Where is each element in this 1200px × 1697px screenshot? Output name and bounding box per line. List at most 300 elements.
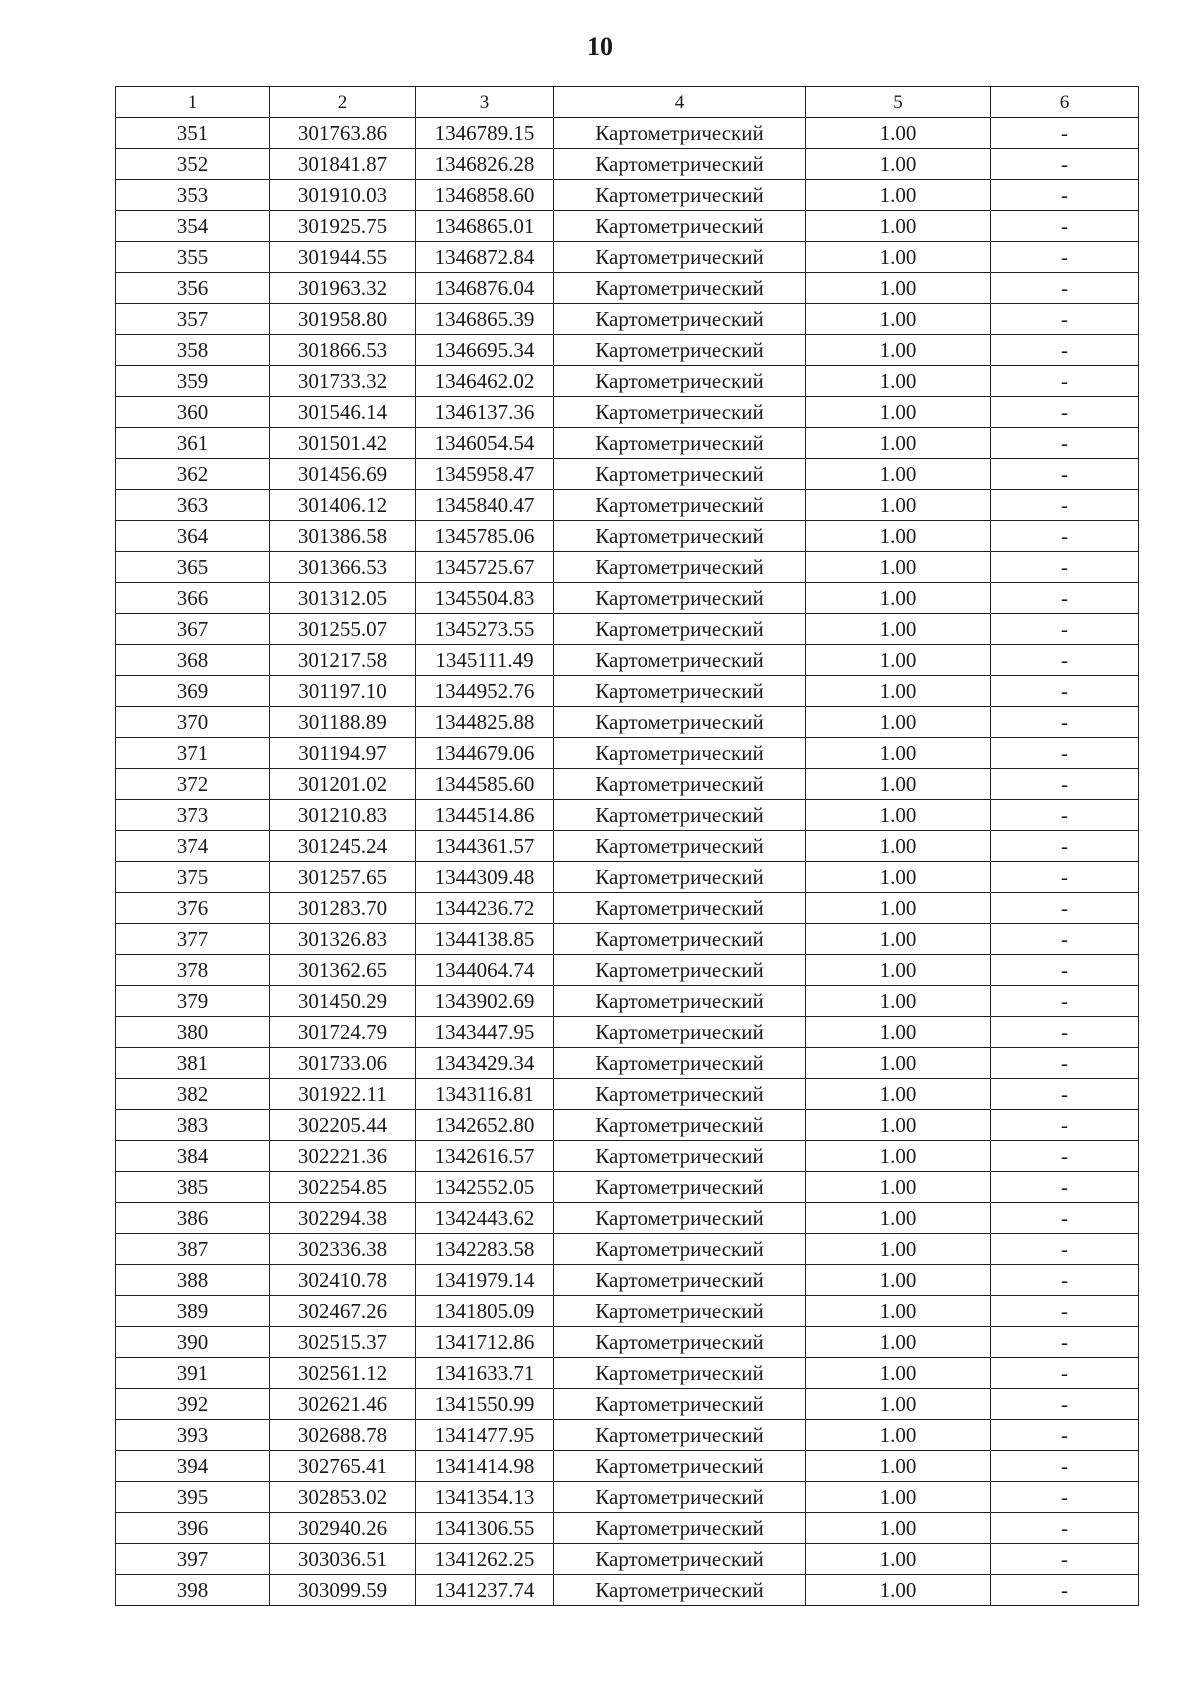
- point-number-cell: 372: [116, 769, 270, 800]
- y-coordinate-cell: 1346054.54: [416, 428, 554, 459]
- note-cell: -: [991, 273, 1139, 304]
- accuracy-cell: 1.00: [806, 1203, 991, 1234]
- y-coordinate-cell: 1346858.60: [416, 180, 554, 211]
- x-coordinate-cell: 301733.06: [270, 1048, 416, 1079]
- y-coordinate-cell: 1341262.25: [416, 1544, 554, 1575]
- note-cell: -: [991, 366, 1139, 397]
- table-row: [116, 1265, 1139, 1296]
- note-cell: -: [991, 831, 1139, 862]
- accuracy-cell: 1.00: [806, 118, 991, 149]
- note-cell: -: [991, 1575, 1139, 1606]
- accuracy-cell: 1.00: [806, 366, 991, 397]
- y-coordinate-cell: 1344585.60: [416, 769, 554, 800]
- accuracy-cell: 1.00: [806, 149, 991, 180]
- table-row: [116, 1420, 1139, 1451]
- table-row: [116, 583, 1139, 614]
- accuracy-cell: 1.00: [806, 428, 991, 459]
- column-header: 2: [270, 87, 416, 118]
- accuracy-cell: 1.00: [806, 1079, 991, 1110]
- table-row: [116, 614, 1139, 645]
- method-cell: Картометрический: [554, 769, 806, 800]
- method-cell: Картометрический: [554, 366, 806, 397]
- y-coordinate-cell: 1346462.02: [416, 366, 554, 397]
- method-cell: Картометрический: [554, 1389, 806, 1420]
- accuracy-cell: 1.00: [806, 1420, 991, 1451]
- note-cell: -: [991, 1389, 1139, 1420]
- y-coordinate-cell: 1346137.36: [416, 397, 554, 428]
- note-cell: -: [991, 955, 1139, 986]
- method-cell: Картометрический: [554, 1079, 806, 1110]
- x-coordinate-cell: 301910.03: [270, 180, 416, 211]
- accuracy-cell: 1.00: [806, 1110, 991, 1141]
- x-coordinate-cell: 301197.10: [270, 676, 416, 707]
- table-row: [116, 1296, 1139, 1327]
- y-coordinate-cell: 1346865.01: [416, 211, 554, 242]
- x-coordinate-cell: 301194.97: [270, 738, 416, 769]
- x-coordinate-cell: 301958.80: [270, 304, 416, 335]
- note-cell: -: [991, 645, 1139, 676]
- table-row: [116, 1141, 1139, 1172]
- table-header-row: [116, 87, 1139, 118]
- y-coordinate-cell: 1342552.05: [416, 1172, 554, 1203]
- x-coordinate-cell: 301255.07: [270, 614, 416, 645]
- method-cell: Картометрический: [554, 1234, 806, 1265]
- x-coordinate-cell: 302688.78: [270, 1420, 416, 1451]
- table-row: [116, 552, 1139, 583]
- accuracy-cell: 1.00: [806, 1234, 991, 1265]
- table-row: [116, 800, 1139, 831]
- method-cell: Картометрический: [554, 986, 806, 1017]
- note-cell: -: [991, 1513, 1139, 1544]
- x-coordinate-cell: 302853.02: [270, 1482, 416, 1513]
- column-header: 3: [416, 87, 554, 118]
- method-cell: Картометрический: [554, 242, 806, 273]
- table-row: [116, 862, 1139, 893]
- y-coordinate-cell: 1345111.49: [416, 645, 554, 676]
- y-coordinate-cell: 1342443.62: [416, 1203, 554, 1234]
- note-cell: -: [991, 862, 1139, 893]
- point-number-cell: 384: [116, 1141, 270, 1172]
- y-coordinate-cell: 1344952.76: [416, 676, 554, 707]
- point-number-cell: 364: [116, 521, 270, 552]
- accuracy-cell: 1.00: [806, 1265, 991, 1296]
- x-coordinate-cell: 301210.83: [270, 800, 416, 831]
- method-cell: Картометрический: [554, 1358, 806, 1389]
- column-header: 1: [116, 87, 270, 118]
- accuracy-cell: 1.00: [806, 1513, 991, 1544]
- x-coordinate-cell: 301326.83: [270, 924, 416, 955]
- accuracy-cell: 1.00: [806, 583, 991, 614]
- table-row: [116, 118, 1139, 149]
- note-cell: -: [991, 180, 1139, 211]
- x-coordinate-cell: 301763.86: [270, 118, 416, 149]
- method-cell: Картометрический: [554, 428, 806, 459]
- point-number-cell: 380: [116, 1017, 270, 1048]
- x-coordinate-cell: 301546.14: [270, 397, 416, 428]
- note-cell: -: [991, 149, 1139, 180]
- note-cell: -: [991, 211, 1139, 242]
- table-row: [116, 428, 1139, 459]
- method-cell: Картометрический: [554, 304, 806, 335]
- method-cell: Картометрический: [554, 707, 806, 738]
- x-coordinate-cell: 301386.58: [270, 521, 416, 552]
- y-coordinate-cell: 1346789.15: [416, 118, 554, 149]
- accuracy-cell: 1.00: [806, 397, 991, 428]
- method-cell: Картометрический: [554, 1110, 806, 1141]
- note-cell: -: [991, 490, 1139, 521]
- y-coordinate-cell: 1343447.95: [416, 1017, 554, 1048]
- x-coordinate-cell: 301922.11: [270, 1079, 416, 1110]
- table-row: [116, 738, 1139, 769]
- point-number-cell: 394: [116, 1451, 270, 1482]
- y-coordinate-cell: 1341306.55: [416, 1513, 554, 1544]
- method-cell: Картометрический: [554, 1482, 806, 1513]
- note-cell: -: [991, 1234, 1139, 1265]
- point-number-cell: 358: [116, 335, 270, 366]
- method-cell: Картометрический: [554, 273, 806, 304]
- point-number-cell: 381: [116, 1048, 270, 1079]
- accuracy-cell: 1.00: [806, 273, 991, 304]
- point-number-cell: 376: [116, 893, 270, 924]
- accuracy-cell: 1.00: [806, 459, 991, 490]
- table-row: [116, 924, 1139, 955]
- accuracy-cell: 1.00: [806, 1451, 991, 1482]
- accuracy-cell: 1.00: [806, 1575, 991, 1606]
- table-row: [116, 211, 1139, 242]
- method-cell: Картометрический: [554, 924, 806, 955]
- x-coordinate-cell: 301366.53: [270, 552, 416, 583]
- note-cell: -: [991, 738, 1139, 769]
- table-row: [116, 273, 1139, 304]
- y-coordinate-cell: 1345273.55: [416, 614, 554, 645]
- x-coordinate-cell: 301257.65: [270, 862, 416, 893]
- y-coordinate-cell: 1343902.69: [416, 986, 554, 1017]
- note-cell: -: [991, 304, 1139, 335]
- table-row: [116, 1575, 1139, 1606]
- point-number-cell: 362: [116, 459, 270, 490]
- table-row: [116, 335, 1139, 366]
- table-row: [116, 1451, 1139, 1482]
- note-cell: -: [991, 583, 1139, 614]
- point-number-cell: 385: [116, 1172, 270, 1203]
- accuracy-cell: 1.00: [806, 1172, 991, 1203]
- point-number-cell: 365: [116, 552, 270, 583]
- accuracy-cell: 1.00: [806, 893, 991, 924]
- accuracy-cell: 1.00: [806, 1482, 991, 1513]
- accuracy-cell: 1.00: [806, 552, 991, 583]
- point-number-cell: 382: [116, 1079, 270, 1110]
- y-coordinate-cell: 1346826.28: [416, 149, 554, 180]
- x-coordinate-cell: 303099.59: [270, 1575, 416, 1606]
- x-coordinate-cell: 301450.29: [270, 986, 416, 1017]
- note-cell: -: [991, 1203, 1139, 1234]
- method-cell: Картометрический: [554, 1513, 806, 1544]
- note-cell: -: [991, 924, 1139, 955]
- x-coordinate-cell: 301841.87: [270, 149, 416, 180]
- point-number-cell: 392: [116, 1389, 270, 1420]
- y-coordinate-cell: 1345840.47: [416, 490, 554, 521]
- table-row: [116, 1482, 1139, 1513]
- x-coordinate-cell: 301362.65: [270, 955, 416, 986]
- table-row: [116, 769, 1139, 800]
- note-cell: -: [991, 1327, 1139, 1358]
- y-coordinate-cell: 1343116.81: [416, 1079, 554, 1110]
- point-number-cell: 368: [116, 645, 270, 676]
- accuracy-cell: 1.00: [806, 242, 991, 273]
- point-number-cell: 377: [116, 924, 270, 955]
- accuracy-cell: 1.00: [806, 707, 991, 738]
- table-body: [116, 87, 1139, 1606]
- method-cell: Картометрический: [554, 397, 806, 428]
- x-coordinate-cell: 302410.78: [270, 1265, 416, 1296]
- point-number-cell: 396: [116, 1513, 270, 1544]
- point-number-cell: 390: [116, 1327, 270, 1358]
- y-coordinate-cell: 1344064.74: [416, 955, 554, 986]
- accuracy-cell: 1.00: [806, 1296, 991, 1327]
- x-coordinate-cell: 302205.44: [270, 1110, 416, 1141]
- x-coordinate-cell: 302515.37: [270, 1327, 416, 1358]
- accuracy-cell: 1.00: [806, 521, 991, 552]
- note-cell: -: [991, 1141, 1139, 1172]
- method-cell: Картометрический: [554, 676, 806, 707]
- y-coordinate-cell: 1344514.86: [416, 800, 554, 831]
- accuracy-cell: 1.00: [806, 769, 991, 800]
- point-number-cell: 354: [116, 211, 270, 242]
- note-cell: -: [991, 428, 1139, 459]
- y-coordinate-cell: 1345504.83: [416, 583, 554, 614]
- point-number-cell: 387: [116, 1234, 270, 1265]
- y-coordinate-cell: 1345785.06: [416, 521, 554, 552]
- note-cell: -: [991, 521, 1139, 552]
- table-row: [116, 459, 1139, 490]
- x-coordinate-cell: 302561.12: [270, 1358, 416, 1389]
- method-cell: Картометрический: [554, 335, 806, 366]
- method-cell: Картометрический: [554, 862, 806, 893]
- table-row: [116, 707, 1139, 738]
- table-row: [116, 149, 1139, 180]
- x-coordinate-cell: 301245.24: [270, 831, 416, 862]
- y-coordinate-cell: 1341354.13: [416, 1482, 554, 1513]
- point-number-cell: 386: [116, 1203, 270, 1234]
- point-number-cell: 356: [116, 273, 270, 304]
- point-number-cell: 395: [116, 1482, 270, 1513]
- y-coordinate-cell: 1344361.57: [416, 831, 554, 862]
- note-cell: -: [991, 459, 1139, 490]
- note-cell: -: [991, 118, 1139, 149]
- table-row: [116, 645, 1139, 676]
- y-coordinate-cell: 1341805.09: [416, 1296, 554, 1327]
- method-cell: Картометрический: [554, 521, 806, 552]
- method-cell: Картометрический: [554, 583, 806, 614]
- column-header: 4: [554, 87, 806, 118]
- table-row: [116, 1048, 1139, 1079]
- table-row: [116, 521, 1139, 552]
- page-number: 10: [587, 32, 613, 61]
- accuracy-cell: 1.00: [806, 924, 991, 955]
- y-coordinate-cell: 1346876.04: [416, 273, 554, 304]
- y-coordinate-cell: 1345725.67: [416, 552, 554, 583]
- y-coordinate-cell: 1341712.86: [416, 1327, 554, 1358]
- x-coordinate-cell: 303036.51: [270, 1544, 416, 1575]
- note-cell: -: [991, 1358, 1139, 1389]
- table-row: [116, 1203, 1139, 1234]
- x-coordinate-cell: 301944.55: [270, 242, 416, 273]
- table-row: [116, 1172, 1139, 1203]
- point-number-cell: 379: [116, 986, 270, 1017]
- x-coordinate-cell: 301733.32: [270, 366, 416, 397]
- table-row: [116, 1358, 1139, 1389]
- accuracy-cell: 1.00: [806, 1048, 991, 1079]
- y-coordinate-cell: 1344236.72: [416, 893, 554, 924]
- note-cell: -: [991, 1296, 1139, 1327]
- method-cell: Картометрический: [554, 459, 806, 490]
- method-cell: Картометрический: [554, 1203, 806, 1234]
- method-cell: Картометрический: [554, 1544, 806, 1575]
- x-coordinate-cell: 301866.53: [270, 335, 416, 366]
- y-coordinate-cell: 1341477.95: [416, 1420, 554, 1451]
- point-number-cell: 363: [116, 490, 270, 521]
- x-coordinate-cell: 301217.58: [270, 645, 416, 676]
- note-cell: -: [991, 397, 1139, 428]
- accuracy-cell: 1.00: [806, 955, 991, 986]
- note-cell: -: [991, 1544, 1139, 1575]
- accuracy-cell: 1.00: [806, 645, 991, 676]
- accuracy-cell: 1.00: [806, 862, 991, 893]
- note-cell: -: [991, 1482, 1139, 1513]
- y-coordinate-cell: 1344138.85: [416, 924, 554, 955]
- accuracy-cell: 1.00: [806, 1358, 991, 1389]
- method-cell: Картометрический: [554, 1451, 806, 1482]
- point-number-cell: 355: [116, 242, 270, 273]
- y-coordinate-cell: 1344825.88: [416, 707, 554, 738]
- x-coordinate-cell: 302940.26: [270, 1513, 416, 1544]
- y-coordinate-cell: 1342652.80: [416, 1110, 554, 1141]
- note-cell: -: [991, 800, 1139, 831]
- table-row: [116, 955, 1139, 986]
- point-number-cell: 378: [116, 955, 270, 986]
- y-coordinate-cell: 1341237.74: [416, 1575, 554, 1606]
- note-cell: -: [991, 1265, 1139, 1296]
- point-number-cell: 389: [116, 1296, 270, 1327]
- method-cell: Картометрический: [554, 955, 806, 986]
- note-cell: -: [991, 1017, 1139, 1048]
- y-coordinate-cell: 1342616.57: [416, 1141, 554, 1172]
- x-coordinate-cell: 301963.32: [270, 273, 416, 304]
- point-number-cell: 359: [116, 366, 270, 397]
- method-cell: Картометрический: [554, 1420, 806, 1451]
- method-cell: Картометрический: [554, 893, 806, 924]
- table-row: [116, 986, 1139, 1017]
- column-header: 6: [991, 87, 1139, 118]
- x-coordinate-cell: 301925.75: [270, 211, 416, 242]
- note-cell: -: [991, 893, 1139, 924]
- accuracy-cell: 1.00: [806, 211, 991, 242]
- accuracy-cell: 1.00: [806, 304, 991, 335]
- note-cell: -: [991, 335, 1139, 366]
- x-coordinate-cell: 302765.41: [270, 1451, 416, 1482]
- table-row: [116, 1079, 1139, 1110]
- y-coordinate-cell: 1341633.71: [416, 1358, 554, 1389]
- y-coordinate-cell: 1341414.98: [416, 1451, 554, 1482]
- table-row: [116, 831, 1139, 862]
- x-coordinate-cell: 301501.42: [270, 428, 416, 459]
- method-cell: Картометрический: [554, 614, 806, 645]
- point-number-cell: 367: [116, 614, 270, 645]
- accuracy-cell: 1.00: [806, 986, 991, 1017]
- note-cell: -: [991, 1420, 1139, 1451]
- note-cell: -: [991, 1451, 1139, 1482]
- point-number-cell: 353: [116, 180, 270, 211]
- y-coordinate-cell: 1346865.39: [416, 304, 554, 335]
- x-coordinate-cell: 301188.89: [270, 707, 416, 738]
- coordinates-table: [115, 86, 1139, 1606]
- accuracy-cell: 1.00: [806, 831, 991, 862]
- method-cell: Картометрический: [554, 552, 806, 583]
- x-coordinate-cell: 302294.38: [270, 1203, 416, 1234]
- point-number-cell: 375: [116, 862, 270, 893]
- method-cell: Картометрический: [554, 1017, 806, 1048]
- x-coordinate-cell: 301312.05: [270, 583, 416, 614]
- note-cell: -: [991, 707, 1139, 738]
- note-cell: -: [991, 614, 1139, 645]
- accuracy-cell: 1.00: [806, 1327, 991, 1358]
- accuracy-cell: 1.00: [806, 1141, 991, 1172]
- point-number-cell: 398: [116, 1575, 270, 1606]
- accuracy-cell: 1.00: [806, 1389, 991, 1420]
- method-cell: Картометрический: [554, 118, 806, 149]
- point-number-cell: 352: [116, 149, 270, 180]
- accuracy-cell: 1.00: [806, 738, 991, 769]
- y-coordinate-cell: 1344679.06: [416, 738, 554, 769]
- method-cell: Картометрический: [554, 1141, 806, 1172]
- table-row: [116, 893, 1139, 924]
- x-coordinate-cell: 302336.38: [270, 1234, 416, 1265]
- table-row: [116, 242, 1139, 273]
- table-row: [116, 366, 1139, 397]
- y-coordinate-cell: 1343429.34: [416, 1048, 554, 1079]
- point-number-cell: 369: [116, 676, 270, 707]
- point-number-cell: 357: [116, 304, 270, 335]
- method-cell: Картометрический: [554, 1048, 806, 1079]
- note-cell: -: [991, 1172, 1139, 1203]
- y-coordinate-cell: 1346695.34: [416, 335, 554, 366]
- y-coordinate-cell: 1345958.47: [416, 459, 554, 490]
- table-row: [116, 1017, 1139, 1048]
- y-coordinate-cell: 1341550.99: [416, 1389, 554, 1420]
- x-coordinate-cell: 302221.36: [270, 1141, 416, 1172]
- method-cell: Картометрический: [554, 1172, 806, 1203]
- y-coordinate-cell: 1342283.58: [416, 1234, 554, 1265]
- table-row: [116, 304, 1139, 335]
- method-cell: Картометрический: [554, 831, 806, 862]
- accuracy-cell: 1.00: [806, 490, 991, 521]
- method-cell: Картометрический: [554, 211, 806, 242]
- method-cell: Картометрический: [554, 738, 806, 769]
- x-coordinate-cell: 301724.79: [270, 1017, 416, 1048]
- method-cell: Картометрический: [554, 490, 806, 521]
- point-number-cell: 388: [116, 1265, 270, 1296]
- point-number-cell: 360: [116, 397, 270, 428]
- x-coordinate-cell: 301283.70: [270, 893, 416, 924]
- method-cell: Картометрический: [554, 149, 806, 180]
- x-coordinate-cell: 301406.12: [270, 490, 416, 521]
- method-cell: Картометрический: [554, 1265, 806, 1296]
- x-coordinate-cell: 301201.02: [270, 769, 416, 800]
- table-row: [116, 1234, 1139, 1265]
- table-row: [116, 1544, 1139, 1575]
- method-cell: Картометрический: [554, 645, 806, 676]
- table-row: [116, 490, 1139, 521]
